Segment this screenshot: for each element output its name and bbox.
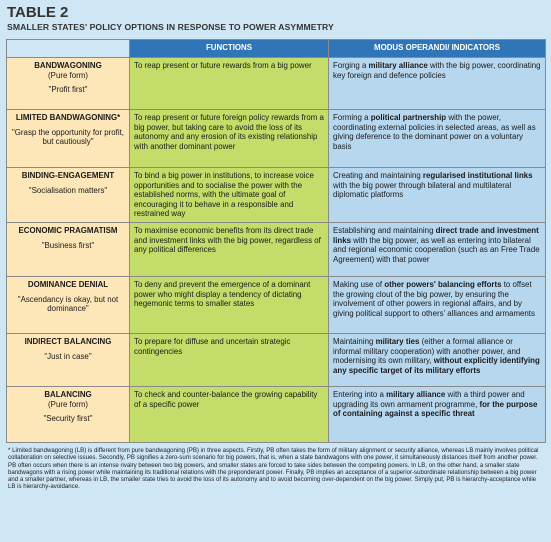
policy-option-cell xyxy=(7,386,130,442)
table-row xyxy=(7,222,546,276)
table-row xyxy=(7,168,546,223)
emphasis-text: without explicitly identifying any specific target of its military efforts xyxy=(333,356,540,375)
emphasis-text: military ties xyxy=(375,336,420,346)
modus-text: Forming a xyxy=(333,113,371,122)
policy-option-name: BALANCING xyxy=(44,389,92,399)
table-footnote: * Limited bandwagoning (LB) is different from pure bandwagoning (PB) in three aspects. Firstly, PB often takes the form of military alignment or security alliance, whereas LB mainly involves political collaboration on selective issues. Secondly, PB signifies a zero-sum scenario for big powers, that is, when a state bandwagons with one power, it simultaneously distances itself from another power. PB often occurs when there is an intense rivalry between two big powers, and smaller states are forced to take sides between the competing powers. In LB, on the other hand, a smaller state bandwagons with a rising power while maintaining its traditional relations with the preponderant power. Finally, PB implies an acceptance of a superior-subordinate relationship between a big power and a smaller partner, whereas in LB, the smaller state tries to avoid the loss of its autonomy and to avoid becoming over-dependent on the big power. Simply put, PB is hierarchy-acceptance while LB is hierarchy-avoidance. xyxy=(8,446,539,491)
emphasis-text: military alliance xyxy=(368,61,428,70)
table-header-row xyxy=(7,40,546,58)
header-functions: FUNCTIONS xyxy=(130,40,329,58)
function-cell: To prepare for diffuse and uncertain strategic contingencies xyxy=(130,333,329,386)
policy-option-name: BINDING-ENGAGEMENT xyxy=(21,171,115,180)
emphasis-text: regularised institutional links xyxy=(422,171,533,180)
modus-text: with the big power, coordinating key foreign and defence policies xyxy=(333,61,541,80)
modus-text: Forging a xyxy=(333,61,369,70)
policy-option-cell xyxy=(7,58,130,110)
table-subtitle: SMALLER STATES' POLICY OPTIONS IN RESPONSE TO POWER ASYMMETRY xyxy=(7,22,334,32)
header-modus-operandi: MODUS OPERANDI/ INDICATORS xyxy=(329,40,546,58)
modus-text: to offset the growing clout of the big power, by ensuring the involvement of other powers in regional affairs, and by giving political support to others' alliances and armaments xyxy=(333,279,535,318)
table-row xyxy=(7,110,546,168)
policy-option-name: INDIRECT BALANCING xyxy=(24,336,112,346)
modus-text: Creating and maintaining xyxy=(333,171,423,180)
emphasis-text: political partnership xyxy=(370,113,447,122)
table-title: TABLE 2 xyxy=(7,4,69,21)
modus-text: with the big power, as well as entering into bilateral and regional economic cooperation (such as an Free Trade Agreement) with that power xyxy=(333,235,540,264)
policy-option-name: LIMITED BANDWAGONING* xyxy=(15,113,121,122)
modus-text: Making use of xyxy=(333,279,385,289)
policy-option-cell xyxy=(7,168,130,223)
modus-text: (either a formal alliance or informal military cooperation) with another power, and modernising its own military, xyxy=(333,336,521,366)
function-cell: To reap present or future foreign policy rewards from a big power, but taking care to avoid the loss of its autonomy and any erosion of its existing relationship with another dominant power xyxy=(130,110,329,168)
policy-option-cell xyxy=(7,333,130,386)
header-corner xyxy=(7,40,130,58)
policy-option-form: (Pure form) xyxy=(48,399,88,409)
table-row xyxy=(7,386,546,442)
policy-option-cell xyxy=(7,222,130,276)
policy-option-cell xyxy=(7,276,130,333)
function-cell: To bind a big power in institutions, to increase voice opportunities and to socialise the power with the established norms, with the ultimate goal of encouraging it to behave in a responsible and restrained way xyxy=(130,168,329,223)
function-cell: To deny and prevent the emergence of a dominant power who might display a tendency of dictating hegemonic terms to smaller states xyxy=(130,276,329,333)
modus-operandi-cell xyxy=(329,386,546,442)
policy-option-form: (Pure form) xyxy=(48,70,88,80)
emphasis-text: direct trade and investment links xyxy=(333,225,539,245)
modus-text: with a third power and upgrading its own armament programme, xyxy=(333,389,525,409)
emphasis-text: military alliance xyxy=(386,389,446,399)
policy-option-name: DOMINANCE DENIAL xyxy=(27,279,109,289)
modus-operandi-cell xyxy=(329,333,546,386)
modus-text: Entering into a xyxy=(333,389,387,399)
policy-option-motto: "Security first" xyxy=(43,414,93,424)
table-row xyxy=(7,333,546,386)
table-row xyxy=(7,276,546,333)
modus-text: Establishing and maintaining xyxy=(333,225,436,235)
policy-option-motto: "Ascendancy is okay, but not dominance" xyxy=(17,294,119,314)
table-row xyxy=(7,58,546,110)
modus-operandi-cell xyxy=(329,168,546,223)
function-cell: To check and counter-balance the growing capability of a specific power xyxy=(130,386,329,442)
modus-operandi-cell xyxy=(329,58,546,110)
modus-operandi-cell xyxy=(329,222,546,276)
policy-option-motto: "Grasp the opportunity for profit, but cautiously" xyxy=(11,127,124,147)
policy-option-motto: "Socialisation matters" xyxy=(28,185,108,195)
modus-text: with the power, coordinating external policies in selected areas, as well as giving deference to the dominant power on a voluntary basis xyxy=(333,113,536,151)
emphasis-text: other powers' balancing efforts xyxy=(384,279,502,289)
policy-option-cell xyxy=(7,110,130,168)
emphasis-text: for the purpose of containing against a specific threat xyxy=(333,399,538,419)
policy-option-motto: "Profit first" xyxy=(48,85,88,95)
policy-option-motto: "Just in case" xyxy=(44,351,92,361)
function-cell: To reap present or future rewards from a big power xyxy=(130,58,329,110)
policy-option-name: BANDWAGONING xyxy=(34,61,102,70)
function-cell: To maximise economic benefits from its direct trade and investment links with the big power, regardless of any political differences xyxy=(130,222,329,276)
modus-text: with the big power through bilateral and multilateral diplomatic platforms xyxy=(333,180,512,200)
policy-option-name: ECONOMIC PRAGMATISM xyxy=(18,225,118,235)
policy-option-motto: "Business first" xyxy=(41,240,95,250)
modus-text: Maintaining xyxy=(333,336,376,346)
modus-operandi-cell xyxy=(329,110,546,168)
modus-operandi-cell xyxy=(329,276,546,333)
policy-options-table xyxy=(6,39,546,443)
